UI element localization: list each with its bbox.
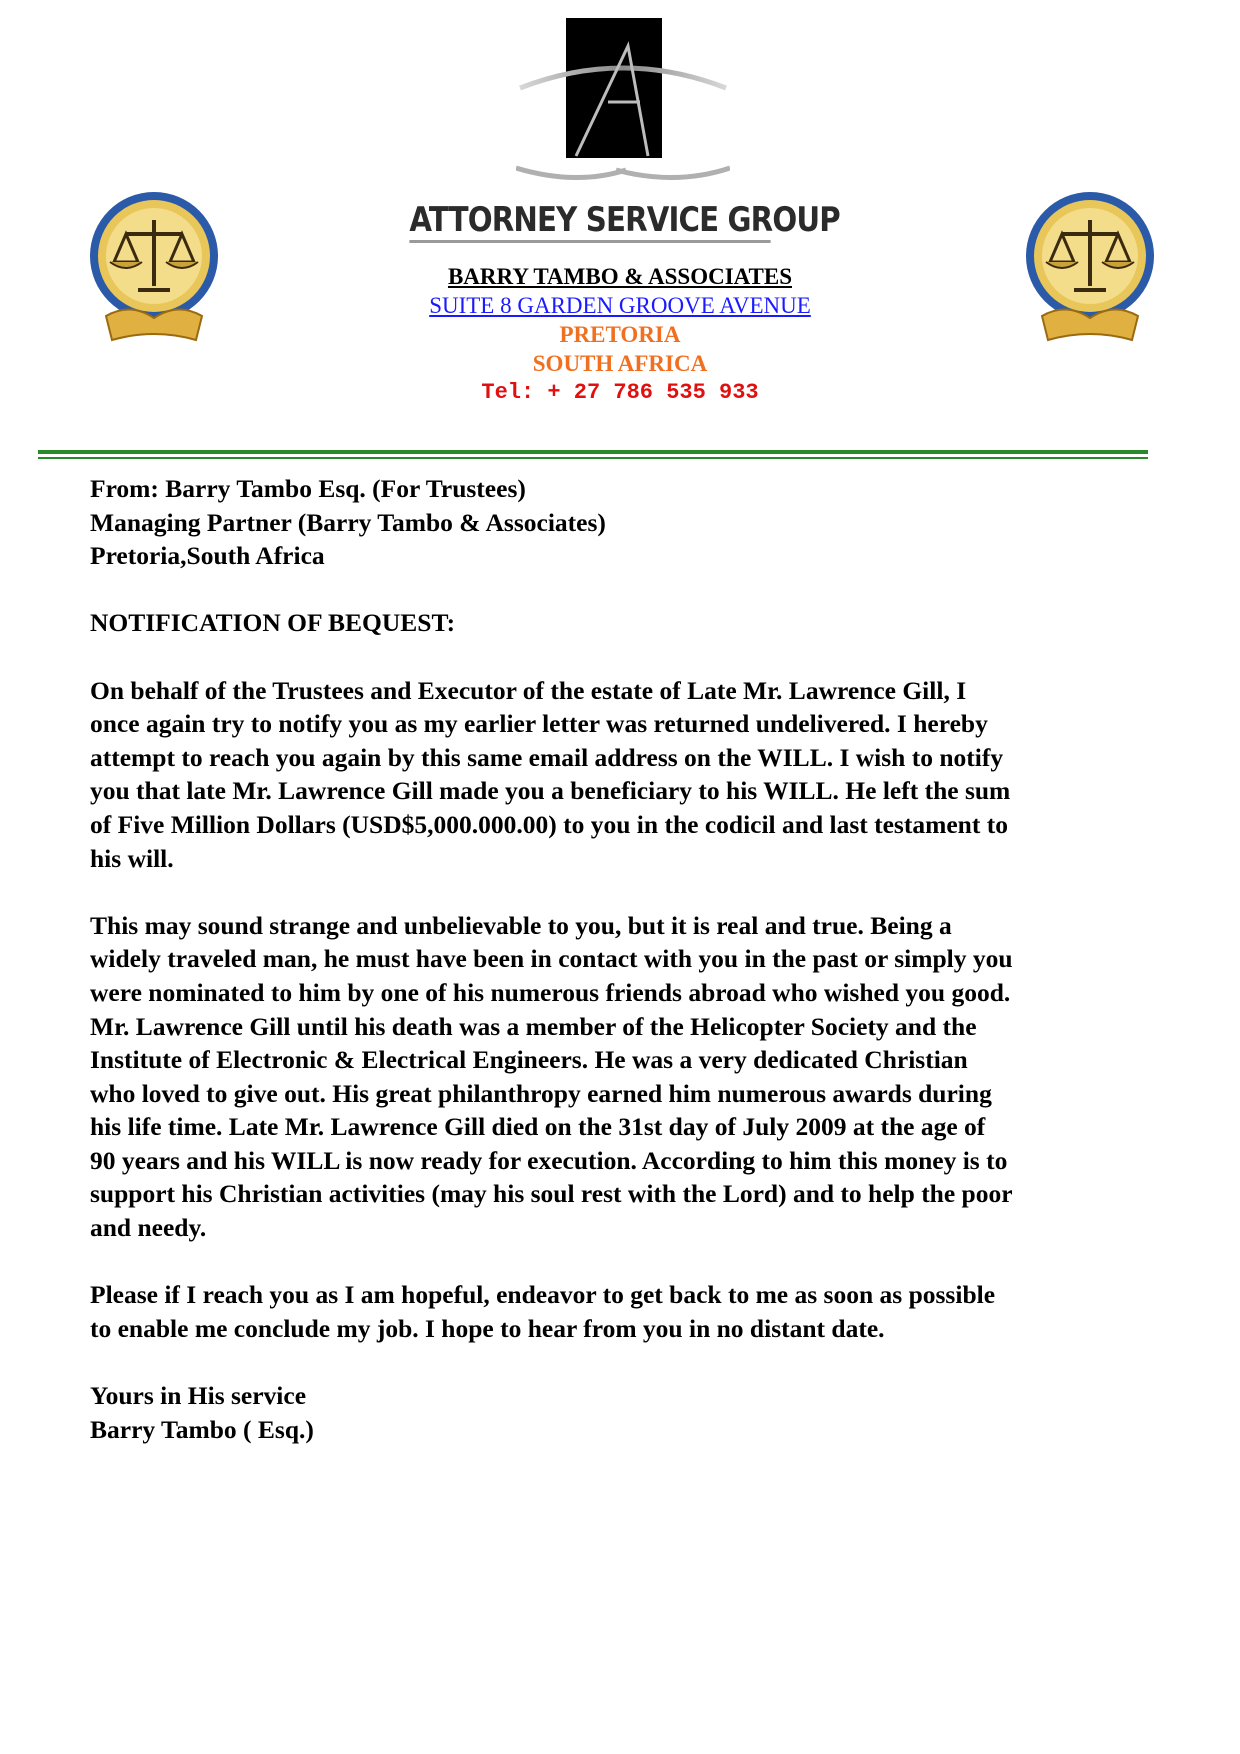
- paragraph-line: were nominated to him by one of his numerous friends abroad who wished you good.: [90, 977, 1011, 1007]
- paragraph-2: [90, 909, 1170, 1245]
- paragraph-line: support his Christian activities (may his soul rest with the Lord) and to help the poor: [90, 1179, 1013, 1209]
- paragraph-line: of Five Million Dollars (USD$5,000.000.00) to you in the codicil and last testament to: [90, 809, 1008, 839]
- gold-scales-seal-icon: [86, 190, 222, 346]
- letterhead-address: [340, 262, 900, 407]
- gold-scales-seal-icon: [1022, 190, 1158, 346]
- sender-title: Managing Partner (Barry Tambo & Associates): [90, 507, 606, 537]
- paragraph-line: his life time. Late Mr. Lawrence Gill died on the 31st day of July 2009 at the age of: [90, 1112, 986, 1142]
- sender-from: From: Barry Tambo Esq. (For Trustees): [90, 474, 526, 503]
- header-divider: [38, 457, 1148, 459]
- subject-line: [90, 606, 1170, 640]
- paragraph-line: This may sound strange and unbelievable to you, but it is real and true. Being a: [90, 910, 952, 940]
- paragraph-1: [90, 674, 1170, 876]
- paragraph-line: attempt to reach you again by this same email address on the WILL. I wish to notify: [90, 742, 1004, 772]
- group-name: ATTORNEY SERVICE GROUP: [409, 200, 770, 243]
- country: SOUTH AFRICA: [532, 351, 708, 376]
- paragraph-line: Institute of Electronic & Electrical Engineers. He was a very dedicated Christian: [90, 1045, 968, 1075]
- paragraph-line: On behalf of the Trustees and Executor of the estate of Late Mr. Lawrence Gill, I: [90, 675, 967, 705]
- firm-name: BARRY TAMBO & ASSOCIATES: [447, 264, 793, 289]
- paragraph-line: you that late Mr. Lawrence Gill made you a beneficiary to his WILL. He left the sum: [90, 776, 1011, 806]
- telephone: Tel: + 27 786 535 933: [481, 380, 759, 405]
- sender-block: [90, 472, 1170, 573]
- city: PRETORIA: [559, 322, 681, 347]
- valediction: Yours in His service: [90, 1381, 307, 1411]
- closing-block: [90, 1379, 1170, 1446]
- paragraph-line: his will.: [90, 843, 174, 873]
- signature: Barry Tambo ( Esq.): [90, 1414, 314, 1444]
- paragraph-line: who loved to give out. His great philanthropy earned him numerous awards during: [90, 1078, 992, 1108]
- paragraph-3: [90, 1278, 1170, 1345]
- sender-location: Pretoria,South Africa: [90, 541, 325, 571]
- paragraph-line: widely traveled man, he must have been in contact with you in the past or simply you: [90, 944, 1013, 974]
- paragraph-line: once again try to notify you as my earlier letter was returned undelivered. I hereby: [90, 709, 988, 739]
- letter-body: [90, 472, 1170, 1480]
- header-divider: [38, 450, 1148, 454]
- subject-text: NOTIFICATION OF BEQUEST:: [90, 608, 456, 638]
- paragraph-line: and needy.: [90, 1213, 207, 1243]
- scales-of-justice-logo-icon: [516, 18, 730, 186]
- paragraph-line: 90 years and his WILL is now ready for execution. According to him this money is to: [90, 1145, 1008, 1175]
- street-address-link[interactable]: SUITE 8 GARDEN GROOVE AVENUE: [429, 293, 811, 318]
- paragraph-line: Please if I reach you as I am hopeful, endeavor to get back to me as soon as possible: [90, 1280, 996, 1310]
- paragraph-line: Mr. Lawrence Gill until his death was a member of the Helicopter Society and the: [90, 1011, 977, 1041]
- paragraph-line: to enable me conclude my job. I hope to hear from you in no distant date.: [90, 1313, 885, 1343]
